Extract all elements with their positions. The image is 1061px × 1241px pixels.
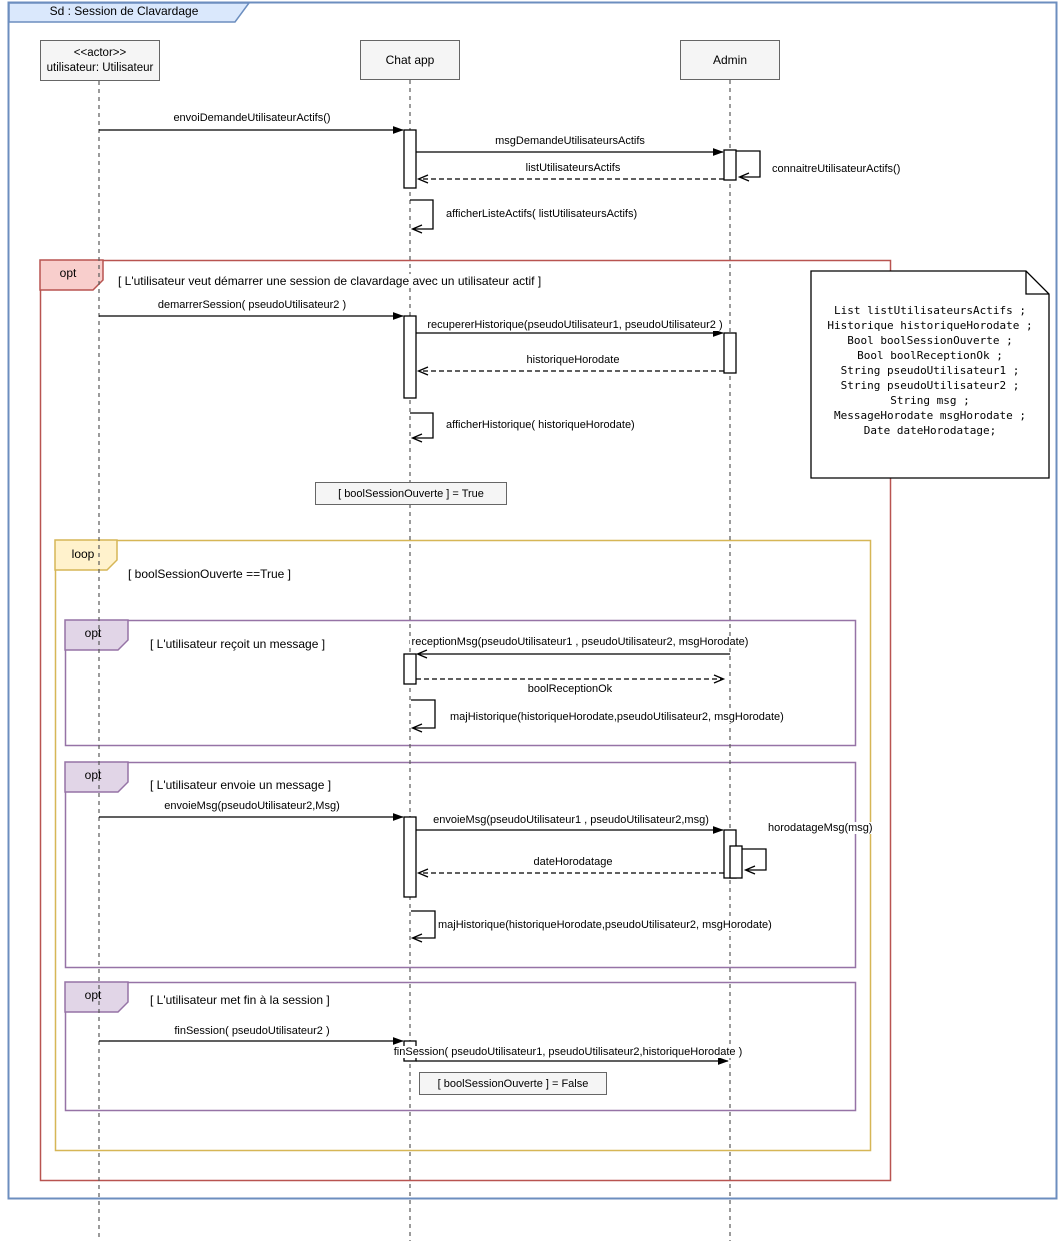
message-label-fin-session-chat: finSession( pseudoUtilisateur1, pseudoUtilisateur2,historiqueHorodate ) bbox=[393, 1046, 743, 1058]
activation-admin-2 bbox=[724, 333, 736, 373]
lifeline-head-admin bbox=[680, 40, 780, 80]
note-line: String pseudoUtilisateur2 ; bbox=[840, 379, 1020, 392]
note-line: List listUtilisateursActifs ; bbox=[833, 304, 1027, 317]
note-line: Bool boolReceptionOk ; bbox=[857, 349, 1003, 362]
note-line: String msg ; bbox=[890, 394, 970, 407]
message-label-demarrer-session: demarrerSession( pseudoUtilisateur2 ) bbox=[157, 299, 347, 311]
opt-send-guard: [ L'utilisateur envoie un message ] bbox=[150, 778, 332, 792]
message-label-bool-reception-ok: boolReceptionOk bbox=[527, 683, 613, 695]
opt-receive-guard: [ L'utilisateur reçoit un message ] bbox=[150, 637, 326, 651]
activation-chat-3 bbox=[404, 654, 416, 684]
activation-admin-3-nested bbox=[730, 846, 742, 878]
message-label-envoie-msg-user: envoieMsg(pseudoUtilisateur2,Msg) bbox=[164, 800, 340, 812]
state-box-session-false: [ boolSessionOuverte ] = False bbox=[419, 1072, 607, 1095]
message-arrow-maj-historique-2-self bbox=[411, 911, 435, 938]
note-line: Historique historiqueHorodate ; bbox=[827, 319, 1033, 332]
state-box-session-true: [ boolSessionOuverte ] = True bbox=[315, 482, 507, 505]
opt-receive-operator: opt bbox=[84, 626, 102, 640]
message-label-fin-session-user: finSession( pseudoUtilisateur2 ) bbox=[174, 1025, 330, 1037]
message-label-horodatage-msg: horodatageMsg(msg) bbox=[768, 822, 873, 834]
message-label-envoie-msg-chat: envoieMsg(pseudoUtilisateur1 , pseudoUtilisateur2,msg) bbox=[433, 814, 709, 826]
activation-chat-4 bbox=[404, 817, 416, 897]
actor-label: utilisateur: Utilisateur bbox=[46, 61, 154, 74]
message-label-historique-horodate: historiqueHorodate bbox=[526, 354, 620, 366]
lifeline-head-utilisateur bbox=[40, 40, 160, 81]
note-variables-text bbox=[813, 303, 1047, 438]
message-label-msg-demande: msgDemandeUtilisateursActifs bbox=[495, 135, 645, 147]
message-label-afficher-liste: afficherListeActifs( listUtilisateursActifs) bbox=[446, 208, 638, 220]
message-label-list-utilisateurs: listUtilisateursActifs bbox=[525, 162, 621, 174]
activation-admin-1 bbox=[724, 150, 736, 180]
note-line: Bool boolSessionOuverte ; bbox=[847, 334, 1013, 347]
lifeline-head-chat-app bbox=[360, 40, 460, 80]
note-line: String pseudoUtilisateur1 ; bbox=[840, 364, 1020, 377]
message-label-recuperer-historique: recupererHistorique(pseudoUtilisateur1, pseudoUtilisateur2 ) bbox=[427, 319, 723, 331]
message-label-connaitre: connaitreUtilisateurActifs() bbox=[772, 163, 901, 175]
opt-send-operator: opt bbox=[84, 768, 102, 782]
note-line: MessageHorodate msgHorodate ; bbox=[833, 409, 1027, 422]
message-label-date-horodatage: dateHorodatage bbox=[533, 856, 613, 868]
admin-label: Admin bbox=[712, 53, 747, 67]
chat-app-label: Chat app bbox=[385, 53, 435, 67]
actor-stereotype: <<actor>> bbox=[73, 46, 127, 59]
loop-guard: [ boolSessionOuverte ==True ] bbox=[128, 567, 291, 581]
opt-end-operator: opt bbox=[84, 988, 102, 1002]
loop-fragment-border bbox=[56, 541, 871, 1151]
sequence-frame-border bbox=[9, 3, 1057, 1199]
message-label-envoi-demande: envoiDemandeUtilisateurActifs() bbox=[173, 112, 331, 124]
message-arrow-afficher-liste-self bbox=[410, 200, 433, 229]
opt-end-guard: [ L'utilisateur met fin à la session ] bbox=[150, 993, 330, 1007]
message-label-maj-historique-1: majHistorique(historiqueHorodate,pseudoUtilisateur2, msgHorodate) bbox=[450, 711, 784, 723]
activation-chat-1 bbox=[404, 130, 416, 188]
message-arrow-afficher-historique-self bbox=[410, 413, 433, 438]
activation-chat-2 bbox=[404, 316, 416, 398]
message-label-reception-msg: receptionMsg(pseudoUtilisateur1 , pseudoUtilisateur2, msgHorodate) bbox=[411, 636, 749, 648]
loop-operator: loop bbox=[71, 547, 95, 561]
opt-session-operator: opt bbox=[59, 266, 77, 280]
frame-title: Sd : Session de Clavardage bbox=[49, 4, 199, 18]
message-label-afficher-historique: afficherHistorique( historiqueHorodate) bbox=[446, 419, 635, 431]
message-label-maj-historique-2: majHistorique(historiqueHorodate,pseudoUtilisateur2, msgHorodate) bbox=[438, 919, 772, 931]
message-arrow-horodatage-self bbox=[742, 849, 766, 870]
opt-session-guard: [ L'utilisateur veut démarrer une session de clavardage avec un utilisateur actif ] bbox=[118, 274, 542, 288]
message-arrow-maj-historique-1-self bbox=[411, 700, 435, 728]
note-line: Date dateHorodatage; bbox=[863, 424, 997, 437]
message-arrow-connaitre-self bbox=[736, 151, 760, 177]
